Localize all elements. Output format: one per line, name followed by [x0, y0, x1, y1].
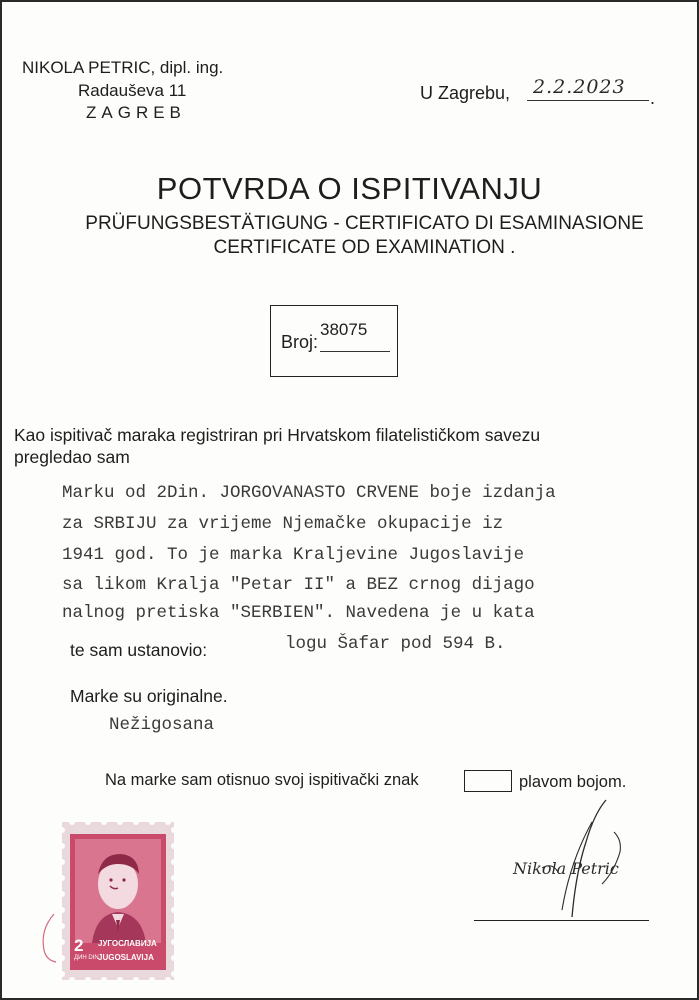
subtitle-de-it: PRÜFUNGSBESTÄTIGUNG - CERTIFICATO DI ESAMINASIONE: [85, 213, 644, 234]
number-underline: [320, 351, 390, 352]
signature-line: [474, 920, 649, 921]
date-period: .: [650, 88, 656, 108]
subtitle-en: CERTIFICATE OD EXAMINATION .: [213, 237, 516, 258]
description-line: nalnog pretiska "SERBIEN". Navedena je u kata: [62, 603, 535, 623]
description-line: 1941 god. To je marka Kraljevine Jugoslavije: [62, 545, 525, 565]
description-line: logu Šafar pod 594 B.: [285, 634, 506, 654]
certificate-number: 38075: [320, 320, 368, 339]
description-line: sa likom Kralja "Petar II" a BEZ crnog dijago: [62, 575, 535, 595]
originality-statement: Marke su originalne.: [70, 686, 228, 706]
stamp-currency: ДИН DIN: [74, 955, 99, 961]
stamp-country-latin: JUGOSLAVIJA: [98, 953, 154, 962]
pencil-mark: [36, 910, 60, 966]
signature-flourish: [502, 792, 652, 922]
issuer-city: ZAGREB: [86, 103, 186, 122]
mark-statement: Na marke sam otisnuo svoj ispitivački znak: [105, 771, 419, 789]
issue-date: 2.2.2023: [533, 76, 626, 98]
condition-note: Nežigosana: [109, 715, 215, 735]
place-label: U Zagrebu,: [420, 83, 511, 103]
intro-line: Kao ispitivač maraka registriran pri Hrvatskom filatelističkom savezu: [14, 425, 541, 445]
issuer-name: NIKOLA PETRIC, dipl. ing.: [22, 58, 224, 77]
stamp-country-cyrillic: ЈУГОСЛАВИЈА: [98, 939, 157, 948]
signature: Nikola Petric: [513, 859, 619, 878]
description-line: za SRBIJU za vrijeme Njemačke okupacije iz: [62, 514, 504, 534]
issuer-street: Radauševa 11: [78, 81, 187, 100]
intro-line: pregledao sam: [14, 447, 130, 467]
mark-statement-end: plavom bojom.: [519, 773, 627, 791]
description-line: Marku od 2Din. JORGOVANASTO CRVENE boje izdanja: [62, 483, 556, 503]
document-title: POTVRDA O ISPITIVANJU: [156, 171, 543, 206]
certificate-number-label: Broj:: [281, 332, 319, 352]
date-underline: [527, 100, 649, 101]
expert-mark-box: [464, 770, 512, 792]
finding-label: te sam ustanovio:: [70, 640, 208, 660]
stamp-value: 2: [74, 936, 84, 955]
